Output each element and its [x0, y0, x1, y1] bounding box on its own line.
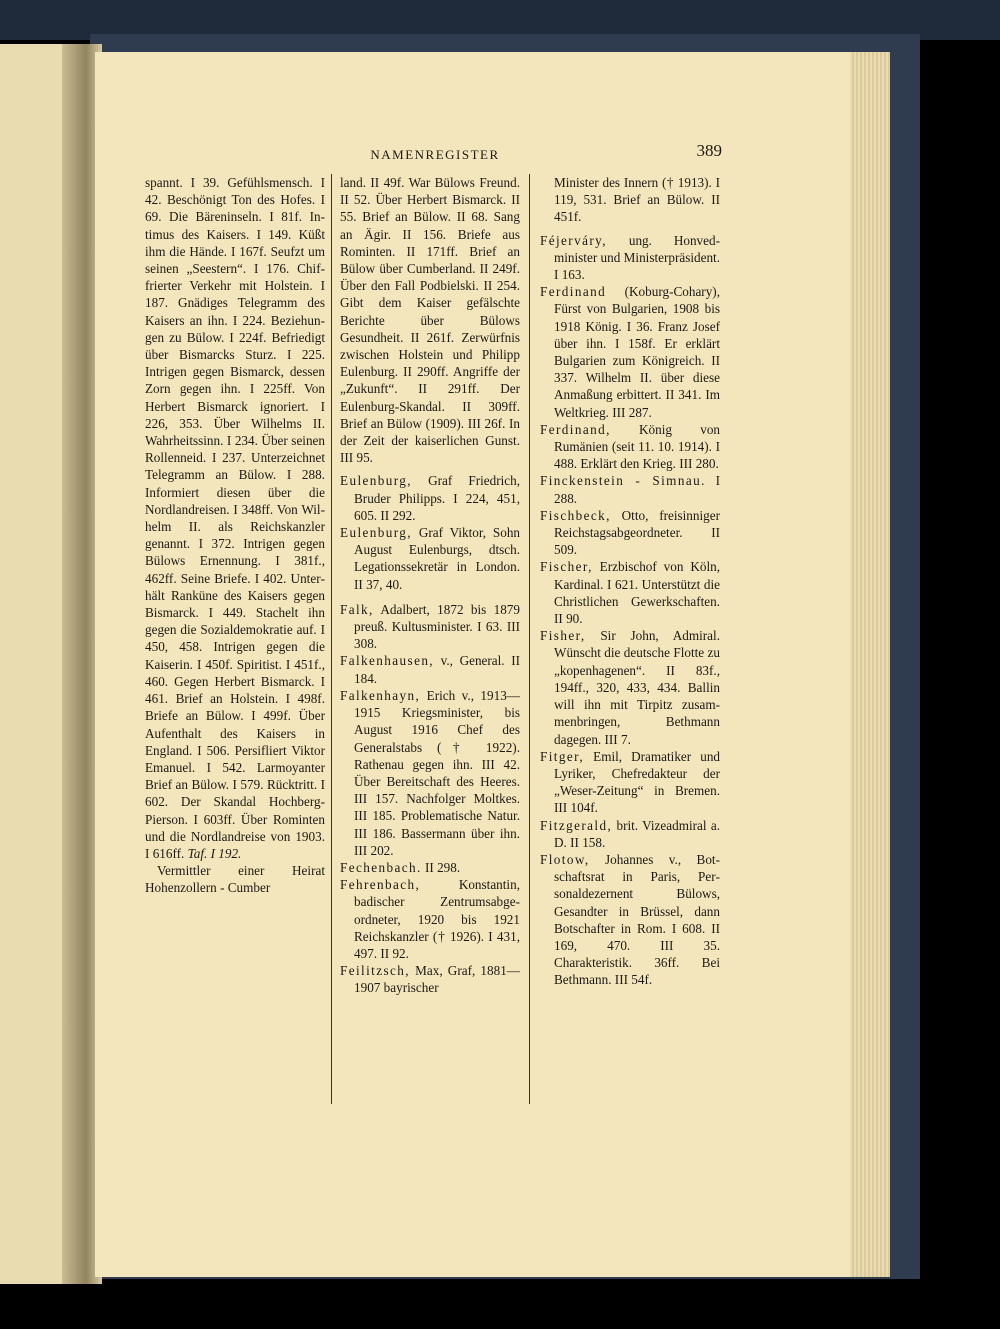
entry-name: Falkenhausen,	[340, 653, 435, 669]
entry-name: Fisher,	[540, 628, 586, 644]
entry-text: Emil, Dramatiker und Lyriker, Chefredakteur der „Weser-Zeitung“ in Bremen. III 104f.	[554, 748, 721, 816]
index-entry	[540, 472, 720, 506]
entry-text: Erzbischof von Köln, Kardinal. I 621. Unterstützt die Christlichen Gewerkschaften. II 90.	[554, 559, 720, 627]
index-column-2	[340, 174, 520, 997]
entry-text: (Koburg-Cohary), Fürst von Bulgarien, 1908 bis 1918 König. I 36. Franz Josef über ihn. I 158f. Er erklärt Bulgarien zum Königreich. II 337. Wilhelm II. über diese Anmaßung erbittert. II 341. Im Weltkrieg. III 287.	[554, 284, 720, 420]
index-entry	[540, 851, 720, 989]
index-entries	[540, 232, 720, 989]
left-page-edge	[0, 44, 62, 1284]
entry-text: Graf Viktor, Sohn August Eulenburgs, dtsch. Legationssekretär in London. II 37, 40.	[354, 525, 521, 592]
column-rule-1	[331, 174, 332, 1104]
entry-name: Ferdinand,	[540, 421, 611, 437]
entry-text: König von Rumänien (seit 11. 10. 1914). I 488. Erklärt den Krieg. III 280.	[554, 421, 720, 472]
index-entry	[540, 817, 720, 851]
index-entry	[540, 507, 720, 559]
index-column-1	[145, 174, 325, 897]
entry-text: Konstantin, badischer Zentrumsabgeordneter, 1920 bis 1921 Reichskanzler († 1926). I 431, 497. II 92.	[354, 877, 520, 961]
entry-name: Fehrenbach,	[340, 877, 421, 893]
page-edges	[850, 52, 890, 1277]
entry-text: Graf Friedrich, Bruder Philipps. I 224, 451, 605. II 292.	[354, 473, 521, 523]
entry-text: Johannes v., Botschaftsrat in Paris, Personaldezernent Bülows, Gesandter in Brüssel, dann Botschafter in Rom. I 608. II 169, 470. III 35. Charakteristik. 36ff. Bei Bethmann. III 54f.	[554, 851, 721, 988]
entry-text: v., General. II 184.	[354, 653, 520, 686]
index-entry-continued: land. II 49f. War Bülows Freund. II 52. Über Herbert Bismarck. II 55. Brief an Bülow. II 68. Sang an Ägir. II 156. Briefe aus Rominten. II 171ff. Brief an Bülow über Cumberland. II 249f. Über den Fall Podbielski. II 254. Gibt dem Kaiser gefälschte Berichte über Bülows Gesundheit. II 261f. Zerwürfnis zwischen Holstein und Philipp Eulenburg. II 290ff. Angriffe der „Zukunft“. II 291ff. Der Eulenburg-Skandal. II 309ff. Brief an Bülow (1909). III 26f. In der Zeit der kaiserlichen Gunst. III 95.	[340, 175, 520, 466]
index-entry	[340, 962, 520, 996]
entry-name: Ferdinand	[540, 284, 607, 300]
entry-name: Falk,	[340, 601, 374, 617]
entry-text: II 298.	[424, 859, 461, 875]
index-entry	[540, 627, 720, 747]
entry-name: Falkenhayn,	[340, 687, 421, 703]
index-entry-paragraph: Vermittler einer Heirat Hohenzollern - Cumber	[145, 863, 325, 896]
index-entries	[340, 472, 520, 996]
entry-text: I 288.	[554, 473, 721, 506]
index-entry	[540, 421, 720, 473]
entry-text: brit. Vizeadmiral a. D. II 158.	[554, 817, 720, 850]
entry-text: Otto, freisinniger Reichstagsabgeordneter. II 509.	[554, 507, 720, 558]
index-entry-continued: Minister des Innern († 1913). I 119, 531. Brief an Bülow. II 451f.	[554, 175, 720, 225]
column-rule-2	[529, 174, 530, 1104]
entry-text: Sir John, Admiral. Wünscht die deutsche Flotte zu „kopenhagenen“. II 83f., 194ff., 320, 433, 434. Ballin will ihn mit Tirpitz zusammenbringen, Bethmann dagegen. III 7.	[554, 628, 720, 747]
entry-text: ung. Honvedminister und Ministerpräsident. I 163.	[554, 232, 720, 283]
entry-name: Fischbeck,	[540, 507, 611, 523]
spacer	[340, 593, 520, 601]
index-column-3	[540, 174, 720, 989]
entry-name: Fitzgerald,	[540, 817, 613, 833]
index-entry	[340, 876, 520, 962]
index-entry	[340, 652, 520, 686]
entry-name: Eulenburg,	[340, 525, 412, 541]
index-entry	[540, 283, 720, 421]
index-entry	[540, 232, 720, 284]
index-entry-continued: spannt. I 39. Gefühlsmensch. I 42. Beschönigt Ton des Hofes. I 69. Die Bäreninseln. I 81f. Intimus des Kaisers. I 149. Küßt ihm die Hände. I 167f. Seufzt um seinen „Seestern“. I 176. Chiffrierter Verkehr mit Holstein. I 187. Gnädiges Telegramm des Kaisers an ihn. I 224. Beziehungen zu Bülow. I 224f. Befriedigt über Bismarcks Sturz. I 225. Intrigen gegen Bismarck, dessen Zorn gegen ihn. I 225ff. Von Herbert Bismarck ignoriert. I 226, 353. Über Wilhelms II. Wahrheitssinn. I 234. Über seinen Rollenneid. I 237. Unterzeichnet Telegramm an Bülow. I 288. Informiert diesen über die Nordlandreisen. I 348ff. Von Wilhelm II. als Reichskanzler genannt. I 372. Intrigen gegen Bülows Ernennung. I 381f., 462ff. Seine Briefe. I 402. Unterhält Ranküne des Kaisers gegen Bismarck. I 449. Stachelt ihn gegen die Sozialdemokratie auf. I 450, 458. Intrigen gegen die Kaiserin. I 450f. Spiritist. I 451f., 460. Gegen Herbert Bismarck. I 461. Brief an Holstein. I 498f. Briefe an Bülow. I 499f. Über Aufenthalt des Kaisers in England. I 506. Persifliert Viktor Emanuel. I 542. Larmoyanter Brief an Bülow. I 579. Rücktritt. I 602. Der Skandal Hochberg-Pierson. I 603ff. Über Rominten und die Nordlandreise von 1903. I 616ff. Taf. I 192.	[145, 175, 325, 861]
page-number: 389	[696, 141, 722, 160]
index-entry	[540, 558, 720, 627]
entry-name: Flotow,	[540, 851, 590, 867]
index-entry	[340, 859, 520, 876]
index-entry	[340, 601, 520, 653]
entry-name: Eulenburg,	[340, 473, 412, 489]
index-entry	[340, 524, 520, 593]
index-entry	[540, 748, 720, 817]
entry-name: Fitger,	[540, 748, 585, 764]
entry-name: Féjerváry,	[540, 232, 607, 248]
entry-text: Max, Graf, 1881—1907 bayrischer	[354, 963, 520, 996]
entry-text: Adalbert, 1872 bis 1879 preuß. Kultusminister. I 63. III 308.	[354, 601, 520, 652]
index-entry	[340, 687, 520, 859]
plate-reference: Taf. I 192.	[187, 845, 242, 861]
entry-name: Finckenstein - Simnau.	[540, 473, 706, 489]
entry-name: Feilitzsch,	[340, 963, 410, 979]
entry-text: Erich v., 1913—1915 Kriegsminister, bis August 1916 Chef des Generalstabs († 1922). Rathenau gegen ihn. III 42. Über Bereitschaft des Heeres. III 157. Nachfolger Moltkes. III 185. Problematische Natur. III 186. Bassermann über ihn. III 202.	[354, 687, 520, 858]
index-entry	[340, 472, 520, 524]
entry-name: Fechenbach.	[340, 859, 422, 875]
entry-name: Fischer,	[540, 559, 593, 575]
running-header: NAMENREGISTER	[370, 147, 500, 162]
